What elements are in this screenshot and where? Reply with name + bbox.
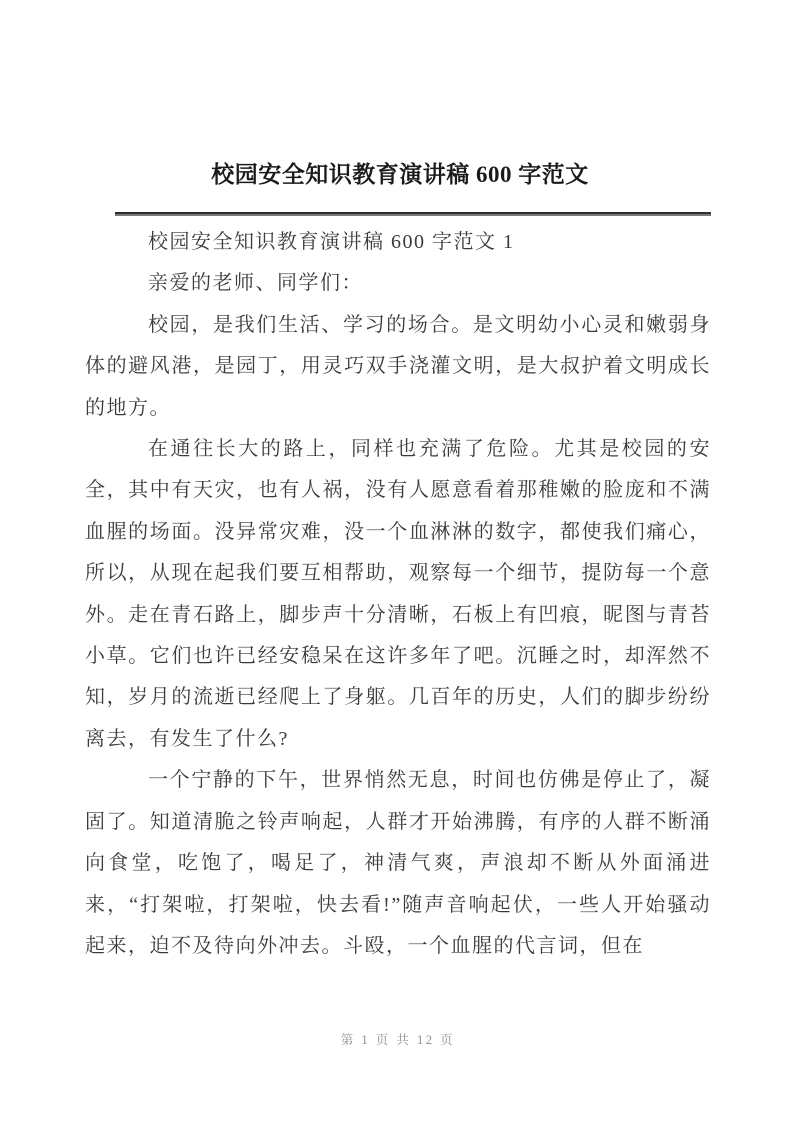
title-divider xyxy=(115,212,711,216)
paragraph: 在通往长大的路上，同样也充满了危险。尤其是校园的安全，其中有天灾，也有人祸，没有人愿意看着那稚嫩的脸庞和不满血腥的场面。没异常灾难，没一个血淋淋的数字，都使我们痛心，所以，从现在起我们要互相帮助，观察每一个细节，提防每一个意外。走在青石路上，脚步声十分清晰，石板上有凹痕，昵图与青苔小草。它们也许已经安稳呆在这许多年了吧。沉睡之时，却浑然不知，岁月的流逝已经爬上了身躯。几百年的历史，人们的脚步纷纷离去，有发生了什么? xyxy=(85,438,711,750)
paragraph: 校园，是我们生活、学习的场合。是文明幼小心灵和嫩弱身体的避风港，是园丁，用灵巧双手浇灌文明，是大叔护着文明成长的地方。 xyxy=(85,313,711,419)
document-body xyxy=(85,222,711,967)
paragraph: 亲爱的老师、同学们： xyxy=(148,272,363,295)
page-number-label: 第 1 页 共 12 页 xyxy=(340,1033,456,1047)
paragraph: 一个宁静的下午，世界悄然无息，时间也仿佛是停止了，凝固了。知道清脆之铃声响起，人群才开始沸腾，有序的人群不断涌向食堂，吃饱了，喝足了，神清气爽，声浪却不断从外面涌进来，“打架啦，打架啦，快去看!”随声音响起伏，一些人开始骚动起来，迫不及待向外冲去。斗殴，一个血腥的代言词，但在 xyxy=(85,769,711,957)
page-footer xyxy=(85,1031,711,1049)
paragraph: 校园安全知识教育演讲稿 600 字范文 1 xyxy=(148,231,515,253)
document-title: 校园安全知识教育演讲稿 600 字范文 xyxy=(211,162,589,187)
